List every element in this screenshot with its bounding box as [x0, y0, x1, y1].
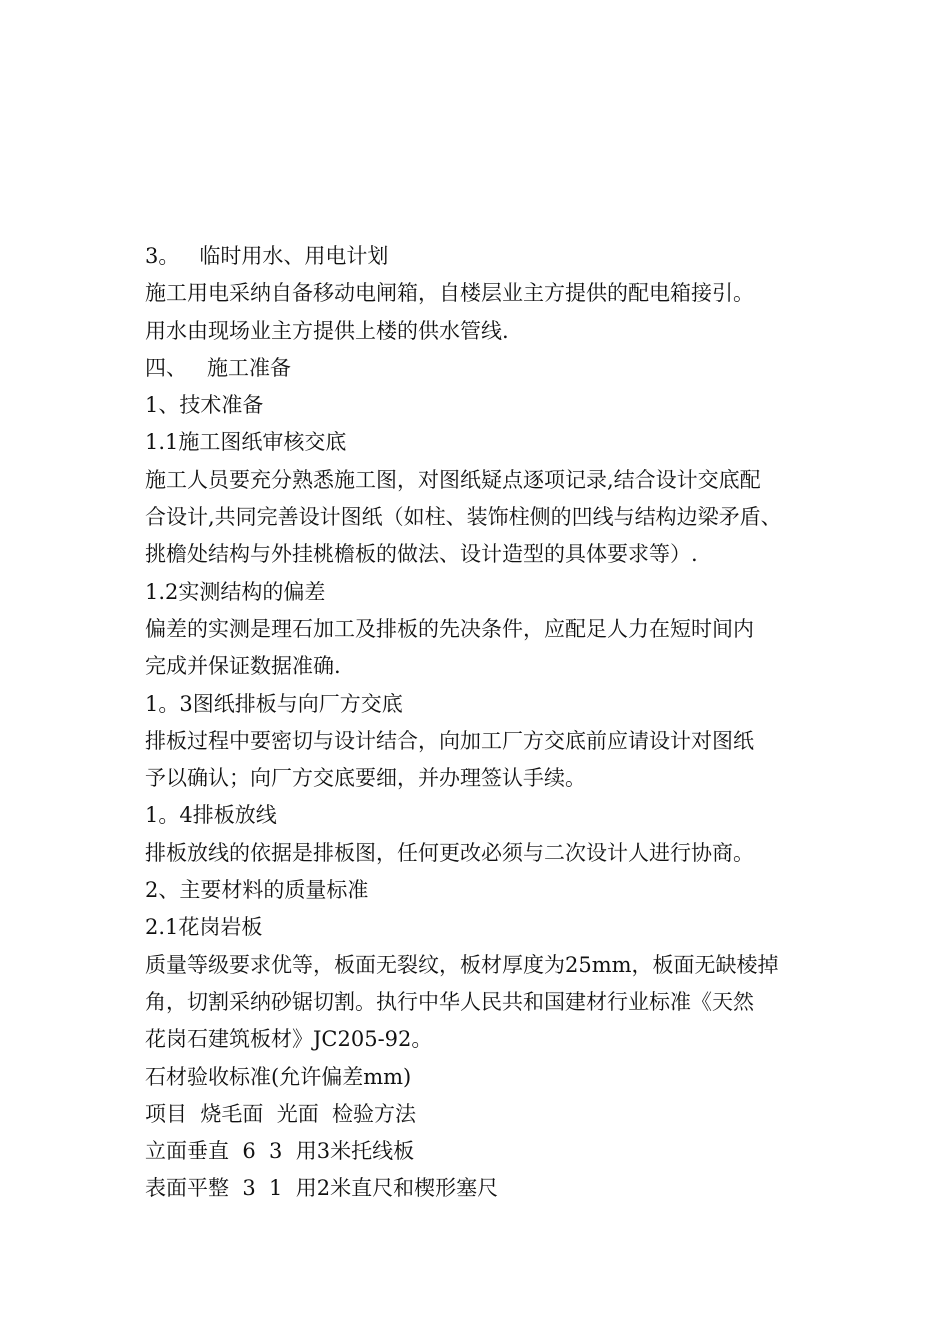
- paragraph-line: 质量等级要求优等，板面无裂纹，板材厚度为25mm，板面无缺棱掉: [145, 952, 779, 977]
- heading-material-standards: 2、主要材料的质量标准: [145, 878, 369, 903]
- subheading-granite-board: 2.1花岗岩板: [145, 915, 263, 940]
- subheading-layout-lines: 1。4排板放线: [145, 803, 277, 828]
- paragraph-line: 角，切割采纳砂锯切割。执行中华人民共和国建材行业标准《天然: [145, 989, 754, 1014]
- paragraph-line: 合设计,共同完善设计图纸（如柱、装饰柱侧的凹线与结构边梁矛盾、: [145, 505, 782, 530]
- paragraph-line: 完成并保证数据准确.: [145, 654, 341, 679]
- paragraph-line: 施工用电采纳自备移动电闸箱，自楼层业主方提供的配电箱接引。: [145, 281, 754, 306]
- table-row: 立面垂直 6 3 用3米托线板: [145, 1139, 415, 1164]
- paragraph-line: 花岗石建筑板材》JC205-92。: [145, 1027, 433, 1052]
- heading-technical-preparation: 1、技术准备: [145, 393, 264, 418]
- table-header-row: 项目 烧毛面 光面 检验方法: [145, 1101, 417, 1126]
- paragraph-line: 用水由现场业主方提供上楼的供水管线.: [145, 318, 509, 343]
- document-body: [145, 238, 845, 1208]
- paragraph-line: 挑檐处结构与外挂桃檐板的做法、设计造型的具体要求等）.: [145, 542, 698, 567]
- paragraph-line: 偏差的实测是理石加工及排板的先决条件，应配足人力在短时间内: [145, 616, 754, 641]
- paragraph-line: 排板过程中要密切与设计结合，向加工厂方交底前应请设计对图纸: [145, 728, 754, 753]
- table-caption: 石材验收标准(允许偏差mm): [145, 1064, 412, 1089]
- heading-construction-preparation: 四、 施工准备: [145, 355, 292, 380]
- subheading-structure-deviation: 1.2实测结构的偏差: [145, 579, 326, 604]
- subheading-drawing-review: 1.1施工图纸审核交底: [145, 430, 347, 455]
- paragraph-line: 予以确认；向厂方交底要细，并办理签认手续。: [145, 766, 586, 791]
- subheading-board-layout: 1。3图纸排板与向厂方交底: [145, 691, 403, 716]
- table-row: 表面平整 3 1 用2米直尺和楔形塞尺: [145, 1176, 499, 1201]
- heading-water-power-plan: 3。 临时用水、用电计划: [145, 244, 389, 268]
- paragraph-line: 排板放线的依据是排板图，任何更改必须与二次设计人进行协商。: [145, 840, 754, 865]
- paragraph-line: 施工人员要充分熟悉施工图，对图纸疑点逐项记录,结合设计交底配: [145, 467, 761, 492]
